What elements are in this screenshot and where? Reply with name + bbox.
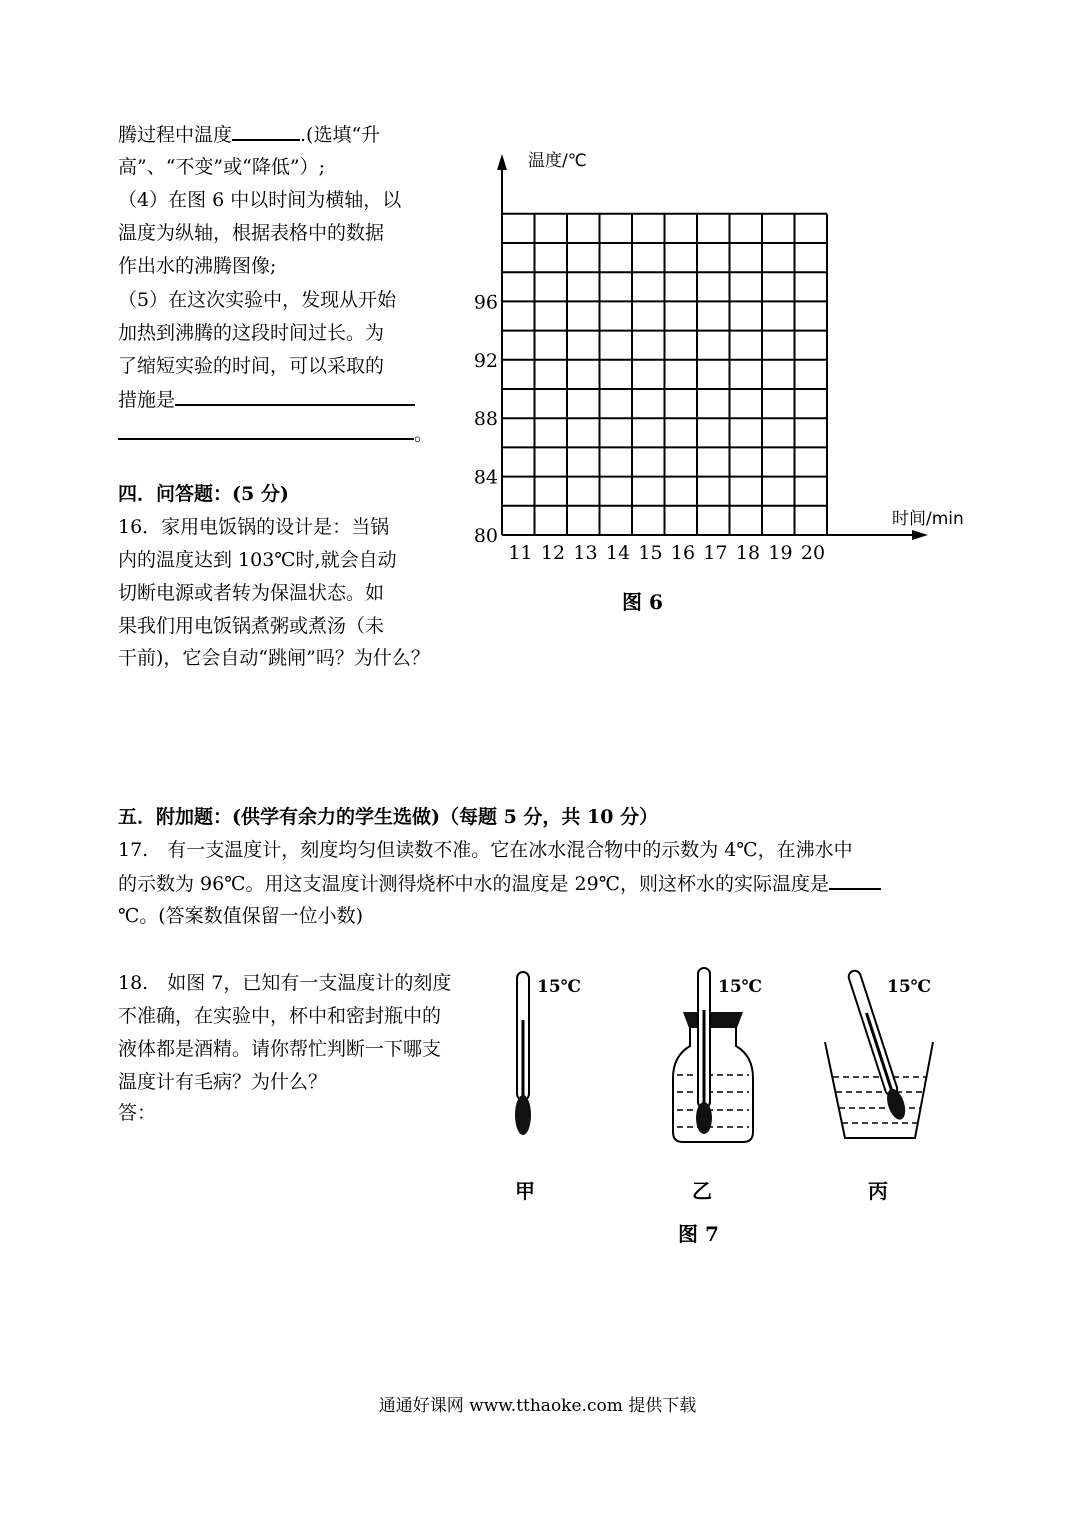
y-axis-label: 温度/℃ bbox=[528, 151, 587, 171]
y-tick-label: 96 bbox=[473, 291, 498, 314]
text-line: 液体都是酒精。请你帮忙判断一下哪支 bbox=[118, 1038, 442, 1060]
x-tick-label: 16 bbox=[670, 542, 696, 564]
label-yi: 乙 bbox=[692, 1179, 712, 1203]
sealed-bottle bbox=[673, 1012, 753, 1142]
thermometer-reading: 15℃ bbox=[537, 977, 582, 997]
section-title: 四．问答题：(5 分) bbox=[118, 483, 289, 505]
text-line: 温度计有毛病？为什么？ bbox=[118, 1071, 328, 1093]
text-line bbox=[118, 386, 415, 413]
thermometer-reading: 15℃ bbox=[718, 977, 763, 997]
chart-figure-6 bbox=[462, 140, 972, 580]
text-line: 了缩短实验的时间，可以采取的 bbox=[118, 355, 385, 377]
x-tick-label: 13 bbox=[573, 542, 598, 564]
x-axis-arrow bbox=[912, 530, 928, 540]
text-segment: 的示数为 96℃。用这支温度计测得烧杯中水的温度是 29℃，则这杯水的实际温度是 bbox=[118, 873, 829, 895]
y-tick-label: 92 bbox=[473, 349, 498, 372]
figure-7-thermometers bbox=[505, 960, 955, 1160]
text-segment: .(选填“升 bbox=[300, 124, 381, 146]
answer-blank[interactable] bbox=[118, 420, 414, 440]
answer-blank[interactable] bbox=[232, 121, 300, 141]
x-tick-label: 14 bbox=[605, 542, 631, 564]
text-segment: 措施是 bbox=[118, 389, 176, 411]
text-line: 18. 如图 7，已知有一支温度计的刻度 bbox=[118, 972, 452, 994]
thermometer-reading: 15℃ bbox=[887, 977, 932, 997]
x-tick-label: 17 bbox=[703, 542, 728, 564]
label-jia: 甲 bbox=[515, 1179, 535, 1203]
text-line: 内的温度达到 103℃时,就会自动 bbox=[118, 549, 397, 571]
text-line: 加热到沸腾的这段时间过长。为 bbox=[118, 322, 385, 344]
text-segment: 。 bbox=[414, 423, 434, 445]
text-line bbox=[118, 420, 433, 447]
figure-6-caption: 图 6 bbox=[622, 590, 663, 614]
label-bing: 丙 bbox=[868, 1179, 888, 1203]
section-title: 五．附加题：(供学有余力的学生选做)（每题 5 分，共 10 分） bbox=[118, 806, 659, 828]
text-line: 不准确，在实验中，杯中和密封瓶中的 bbox=[118, 1005, 442, 1027]
footer: 通通好课网 www.tthaoke.com 提供下载 bbox=[378, 1396, 697, 1416]
x-tick-label: 15 bbox=[638, 542, 663, 564]
y-tick-label: 88 bbox=[473, 408, 498, 431]
x-tick-label: 12 bbox=[540, 542, 566, 564]
text-segment: 腾过程中温度 bbox=[118, 124, 233, 146]
text-line: （4）在图 6 中以时间为横轴，以 bbox=[118, 189, 402, 211]
text-line bbox=[118, 870, 881, 897]
x-tick-label: 18 bbox=[735, 542, 761, 564]
text-line: 作出水的沸腾图像; bbox=[118, 255, 277, 277]
thermometer-jia bbox=[515, 972, 531, 1135]
text-line: 17. 有一支温度计，刻度均匀但读数不准。它在冰水混合物中的示数为 4℃，在沸水中 bbox=[118, 839, 853, 861]
text-line: 高”、“不变”或“降低”）; bbox=[118, 156, 325, 178]
text-line: 干前)，它会自动“跳闸”吗？为什么？ bbox=[118, 647, 430, 669]
text-line: ℃。(答案数值保留一位小数) bbox=[118, 905, 364, 927]
text-line: 温度为纵轴，根据表格中的数据 bbox=[118, 222, 385, 244]
y-axis-arrow bbox=[497, 154, 507, 170]
x-tick-label: 11 bbox=[508, 542, 533, 564]
x-tick-label: 19 bbox=[768, 542, 793, 564]
text-line bbox=[118, 121, 380, 148]
x-axis-label: 时间/min bbox=[892, 509, 964, 529]
thermometer-yi bbox=[696, 968, 712, 1134]
answer-blank[interactable] bbox=[175, 386, 415, 406]
answer-blank[interactable] bbox=[829, 870, 881, 890]
y-tick-label: 84 bbox=[473, 466, 498, 489]
text-line: 果我们用电饭锅煮粥或煮汤（未 bbox=[118, 615, 385, 637]
answer-label: 答： bbox=[118, 1102, 157, 1124]
y-tick-label: 80 bbox=[473, 525, 498, 547]
figure-7-caption: 图 7 bbox=[678, 1222, 719, 1246]
text-line: 16．家用电饭锅的设计是：当锅 bbox=[118, 516, 390, 538]
x-tick-label: 20 bbox=[800, 542, 826, 564]
text-line: （5）在这次实验中，发现从开始 bbox=[118, 289, 397, 311]
text-line: 切断电源或者转为保温状态。如 bbox=[118, 582, 385, 604]
